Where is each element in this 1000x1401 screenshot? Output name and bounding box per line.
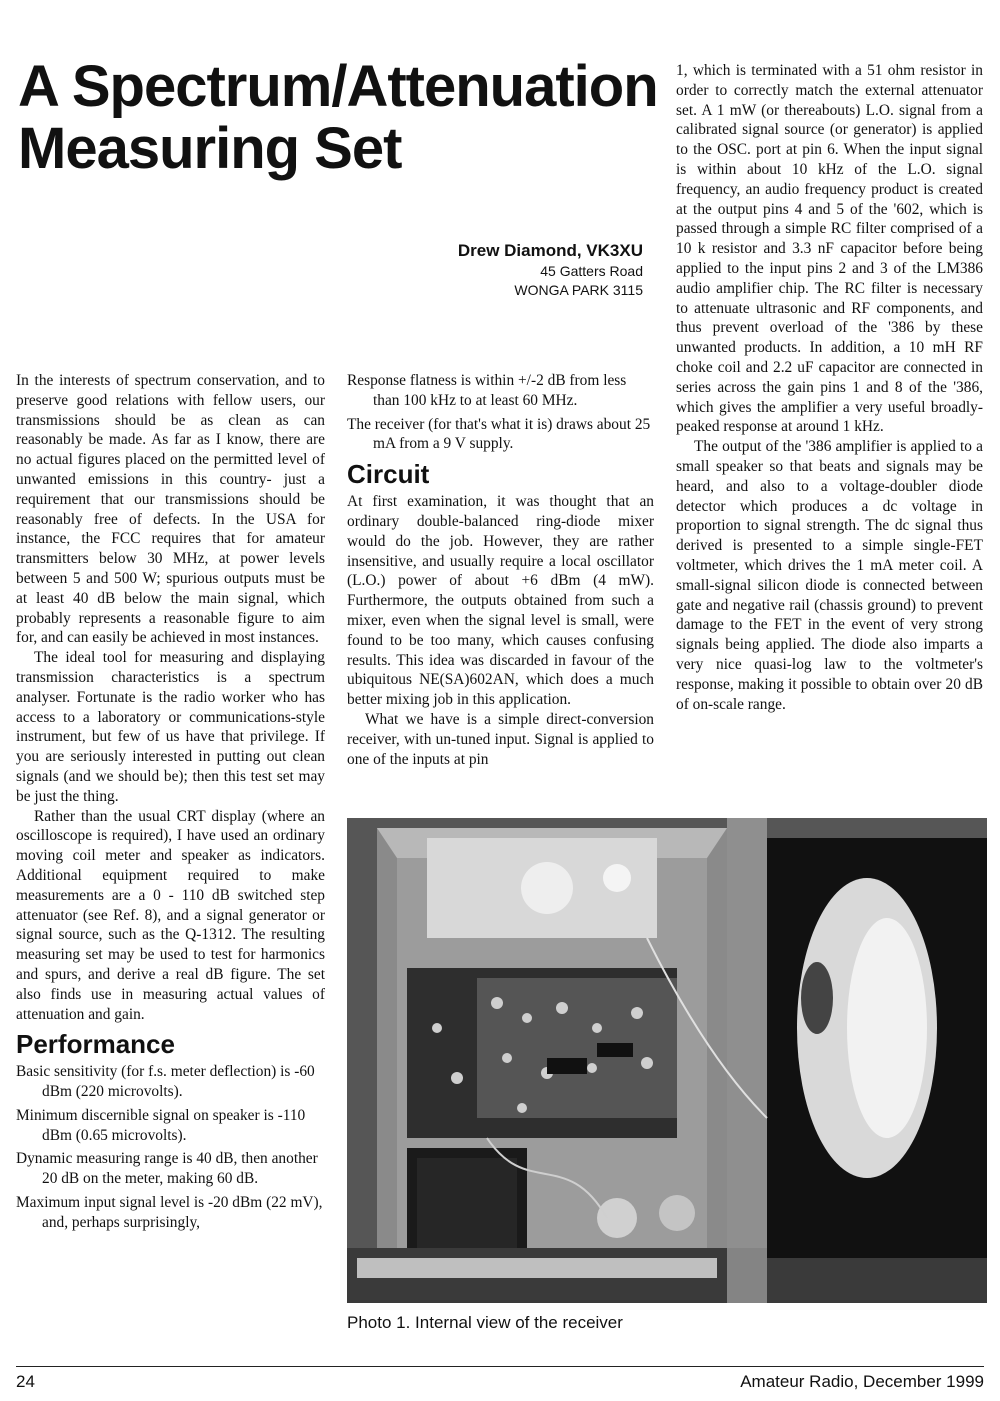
circuit-paragraph-3: 1, which is terminated with a 51 ohm resistor in order to correctly match the external attenuator set. A 1 mW (or thereabouts) L.O. signal from a calibrated signal source (or generator) is applied to the OSC. port at pin 6. When the input signal is within about 10 kHz of the L.O. signal frequency, an audio frequency product is created at the output pins 4 and 5 of the '602, which is passed through a simple RC filter comprised of a 10 k resistor and 3.3 nF capacitor before being applied to the input pins 2 and 3 of the LM386 audio amplifier chip. The RC filter is necessary to attenuate ultrasonic and RF components, and thus prevent overload of the '386 by these unwanted products. In addition, a 10 mH RF choke coil and 2.2 uF capacitor are connected in series across the gain pins 1 and 8 of the '386, which gives the amplifier a very useful broadly-peaked response at around 1 kHz. [676, 62, 983, 436]
circuit-paragraph-1: At first examination, it was thought that an ordinary double-balanced ring-diode mixer would do the job. However, they are rather insensitive, and usually require a local oscillator (L.O.) power of about +6 dBm (4 mW). Furthermore, the outputs obtained from such a mixer, even when the signal level is small, were found to be too many, which causes confusing results. This idea was discarded in favour of the ubiquitous NE(SA)602AN, which does a much better mixing job in this application. [347, 493, 654, 709]
circuit-paragraph-2: What we have is a simple direct-conversion receiver, with un-tuned input. Signal is applied to one of the inputs at pin [347, 710, 654, 768]
intro-paragraph-3: Rather than the usual CRT display (where an oscilloscope is required), I have used an ordinary moving coil meter and speaker as indicators. Additional equipment required to make measurements are a 0 - 110 dB switched step attenuator (see Ref. 8), and a signal generator or signal source, such as the Q-1312. The resulting measuring set may be used to test for harmonics and spurs, and derive a real dB figure. The set also finds use in measuring actual values of attenuation and gain. [16, 807, 325, 1023]
footer-rule [16, 1366, 984, 1367]
column-2 [347, 371, 654, 769]
address-town: WONGA PARK 3115 [514, 282, 643, 298]
performance-item: The receiver (for that's what it is) draws about 25 mA from a 9 V supply. [347, 415, 651, 453]
receiver-photo-illustration [347, 818, 987, 1303]
circuit-paragraph-4: The output of the '386 amplifier is applied to a small speaker so that beats and signals may be heard, and also to a voltage-doubler diode detector which produces a dc voltage in proportion to signal strength. The dc signal thus derived is presented to a simple single-FET voltmeter, which drives the 1 mA meter coil. A small-signal silicon diode is connected between gate and negative rail (chassis ground) to prevent damage to the FET in the event of very strong signals being applied. The diode also imparts a very nice quasi-log law to the voltmeter's response, making it possible to obtain over 20 dB of on-scale range. [676, 438, 983, 713]
performance-item: Basic sensitivity (for f.s. meter deflection) is -60 dBm (220 microvolts). [16, 1063, 315, 1101]
performance-item: Minimum discernible signal on speaker is -110 dBm (0.65 microvolts). [16, 1106, 306, 1144]
performance-heading: Performance [16, 1029, 175, 1060]
intro-paragraph-2: The ideal tool for measuring and displaying transmission characteristics is a spectrum analyser. Fortunate is the radio worker who has access to a laboratory or communications-style instrument, but few of us have that privilege. If you are seriously interested in putting out clean signals (and we should be); then this test set may be just the thing. [16, 649, 325, 805]
photo-caption: Photo 1. Internal view of the receiver [347, 1313, 623, 1332]
title-line-2: Measuring Set [18, 116, 402, 181]
title-line-1: A Spectrum/Attenuation [18, 54, 658, 119]
performance-item: Dynamic measuring range is 40 dB, then another 20 dB on the meter, making 60 dB. [16, 1150, 318, 1188]
article-title [18, 56, 668, 180]
publication-footer: Amateur Radio, December 1999 [740, 1372, 984, 1391]
page-number: 24 [16, 1372, 35, 1391]
intro-paragraph-1: In the interests of spectrum conservation, and to preserve good relations with fellow users, our transmissions should be as clean as can reasonably be made. As far as I know, there are no actual figures placed on the permitted level of unwanted emissions in this country- just a requirement that our transmissions should be reasonably free of defects. In the USA for instance, the FCC requires that for amateur transmitters below 30 MHz, at power levels between 5 and 500 W; spurious outputs must be at least 40 dB below the main signal, which probably represents a reasonable figure to aim for, and can easily be achieved in most instances. [16, 372, 325, 647]
performance-item: Maximum input signal level is -20 dBm (22 mV), and, perhaps surprisingly, [16, 1194, 323, 1231]
receiver-photo [347, 818, 987, 1303]
column-3 [676, 61, 983, 714]
circuit-heading: Circuit [347, 459, 430, 490]
address-street: 45 Gatters Road [540, 263, 643, 279]
column-1 [16, 371, 325, 1237]
performance-item: Response flatness is within +/-2 dB from less than 100 kHz to at least 60 MHz. [347, 372, 627, 409]
byline [380, 240, 643, 300]
author-name: Drew Diamond, VK3XU [457, 241, 643, 260]
